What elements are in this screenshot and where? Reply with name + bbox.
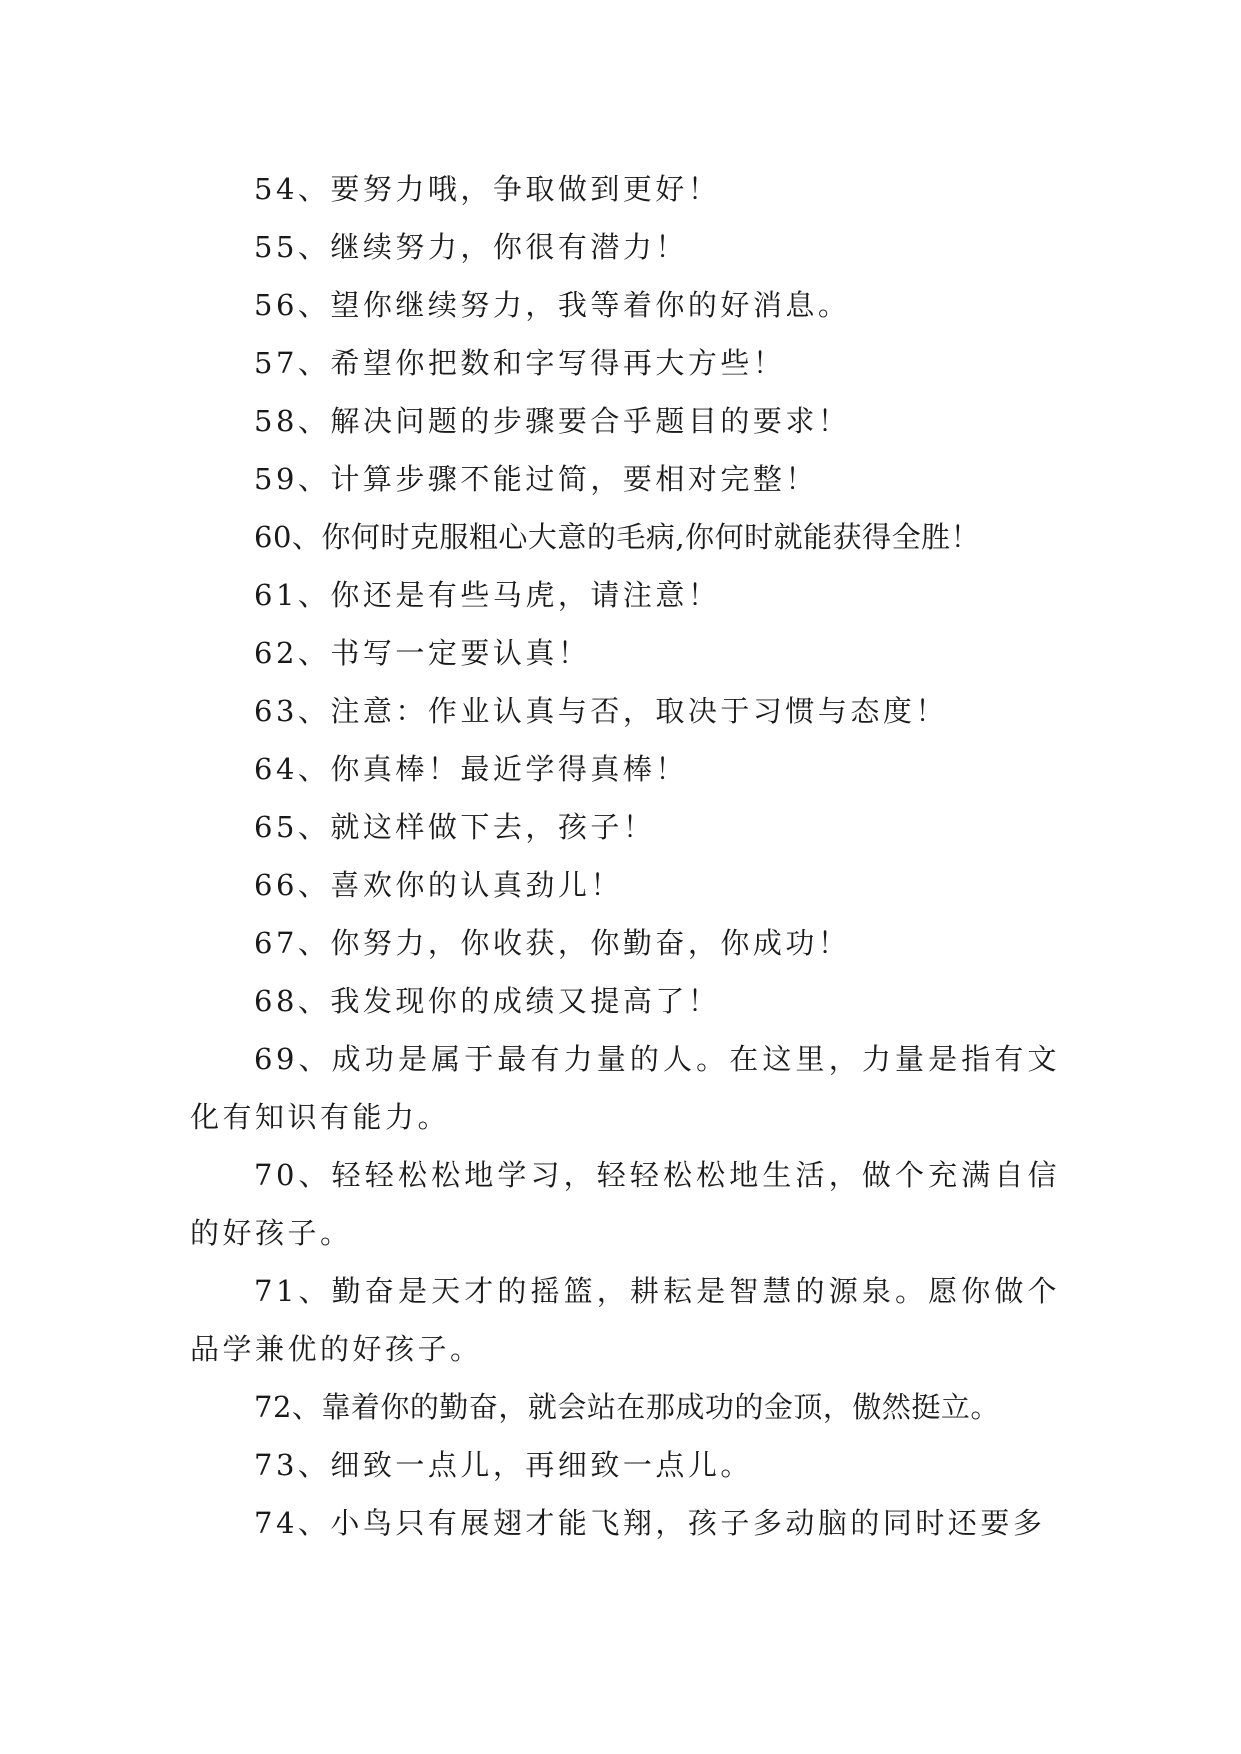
paragraph-68: 68、我发现你的成绩又提高了！: [254, 984, 721, 1018]
paragraph-64: 64、你真棒！最近学得真棒！: [254, 752, 688, 786]
paragraph-61: 61、你还是有些马虎，请注意！: [254, 578, 721, 612]
paragraph-56: 56、望你继续努力，我等着你的好消息。: [254, 288, 851, 322]
paragraph-65: 65、就这样做下去，孩子！: [254, 810, 656, 844]
paragraph-69: 69、成功是属于最有力量的人。在这里，力量是指有文化有知识有能力。: [190, 1042, 1060, 1134]
paragraph-63: 63、注意：作业认真与否，取决于习惯与态度！: [254, 694, 948, 728]
paragraph-71: 71、勤奋是天才的摇篮，耕耘是智慧的源泉。愿你做个品学兼优的好孩子。: [190, 1274, 1060, 1366]
paragraph-54: 54、要努力哦，争取做到更好！: [254, 172, 721, 206]
paragraph-59: 59、计算步骤不能过简，要相对完整！: [254, 462, 818, 496]
paragraph-70: 70、轻轻松松地学习，轻轻松松地生活，做个充满自信的好孩子。: [190, 1158, 1060, 1250]
paragraph-55: 55、继续努力，你很有潜力！: [254, 230, 688, 264]
paragraph-66: 66、喜欢你的认真劲儿！: [254, 868, 623, 902]
paragraph-74: 74、小鸟只有展翅才能飞翔，孩子多动脑的同时还要多: [254, 1506, 1046, 1540]
paragraph-67: 67、你努力，你收获，你勤奋，你成功！: [254, 926, 851, 960]
paragraph-57: 57、希望你把数和字写得再大方些！: [254, 346, 786, 380]
paragraph-62: 62、书写一定要认真！: [254, 636, 591, 670]
paragraph-73: 73、细致一点儿，再细致一点儿。: [254, 1448, 753, 1482]
paragraph-60: 60、你何时克服粗心大意的毛病,你何时就能获得全胜！: [254, 520, 981, 554]
paragraph-58: 58、解决问题的步骤要合乎题目的要求！: [254, 404, 851, 438]
document-body: [190, 160, 1060, 1552]
paragraph-72: 72、靠着你的勤奋，就会站在那成功的金顶，傲然挺立。: [254, 1390, 1000, 1424]
